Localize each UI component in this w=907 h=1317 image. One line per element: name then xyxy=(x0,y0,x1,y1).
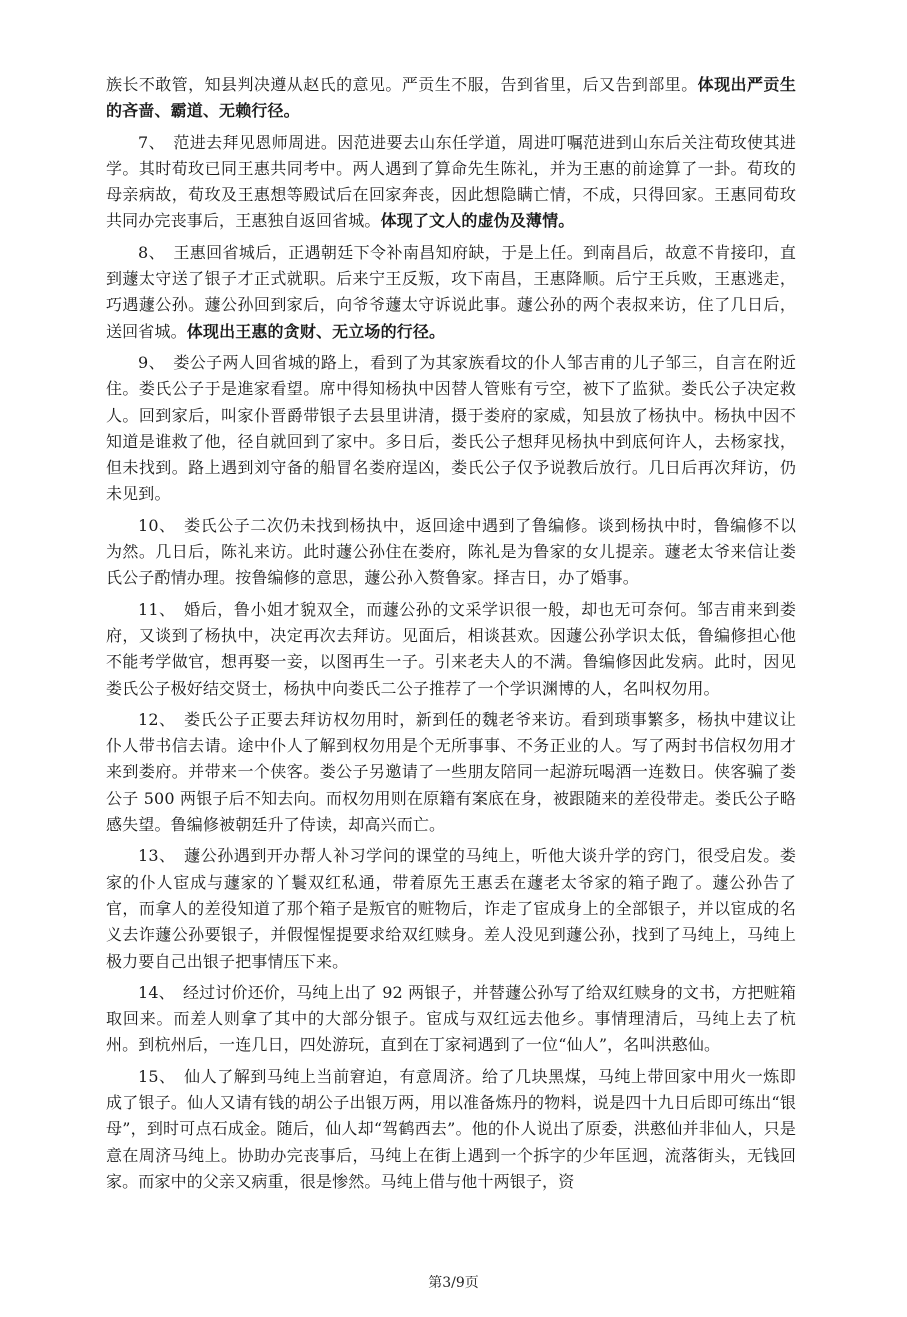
paragraph-text: 8、 王惠回省城后，正遇朝廷下令补南昌知府缺，于是上任。到南昌后，故意不肯接印，直到蘧太守送了银子才正式就职。后来宁王反叛，攻下南昌，王惠降顺。后宁王兵败，王惠逃走，巧遇蘧公孙。蘧公孙回到家后，向爷爷蘧太守诉说此事。蘧公孙的两个表叔来访，住了几日后，送回省城。 xyxy=(106,242,796,341)
paragraph-text: 9、 娄公子两人回省城的路上，看到了为其家族看坟的仆人邹吉甫的儿子邹三，自言在附近住。娄氏公子于是進家看望。席中得知杨执中因替人管账有亏空，被下了监狱。娄氏公子决定救人。回到家后，叫家仆晋爵带银子去县里讲清，摄于娄府的家威，知县放了杨执中。杨执中因不知道是谁救了他，径自就回到了家中。多日后，娄氏公子想拜见杨执中到底何许人，去杨家找，但未找到。路上遇到刘守备的船冒名娄府逞凶，娄氏公子仅予说教后放行。几日后再次拜访，仍未见到。 xyxy=(106,352,796,504)
paragraph-text: 12、 娄氏公子正要去拜访权勿用时，新到任的魏老爷来访。看到琐事繁多，杨执中建议让仆人带书信去请。途中仆人了解到权勿用是个无所事事、不务正业的人。写了两封书信权勿用才来到娄府。并带来一个侠客。娄公子另邀请了一些朋友陪同一起游玩喝酒一连数日。侠客骗了娄公子 500 两银子后不知去向。而权勿用则在原籍有案底在身，被跟随来的差役带走。娄氏公子略感失望。鲁编修被朝廷升了侍读，却高兴而亡。 xyxy=(106,709,796,835)
paragraph-emphasis: 体现出严贡生的吝啬、霸道、无赖行径。 xyxy=(106,75,796,121)
page-number: 第3/9页 xyxy=(428,1275,479,1291)
paragraph-10 xyxy=(106,513,796,592)
paragraph-text: 7、 范进去拜见恩师周进。因范进要去山东任学道，周进叮嘱范进到山东后关注荀玫使其进学。其时荀玫已同王惠共同考中。两人遇到了算命先生陈礼，并为王惠的前途算了一卦。荀玫的母亲病故，荀玫及王惠想等殿试后在回家奔丧，因此想隐瞒亡情，不成，只得回家。王惠同荀玫共同办完丧事后，王惠独自返回省城。 xyxy=(106,132,796,231)
paragraph-7 xyxy=(106,130,796,235)
paragraph-text: 11、 婚后，鲁小姐才貌双全，而蘧公孙的文采学识很一般，却也无可奈何。邹吉甫来到娄府，又谈到了杨执中，决定再次去拜访。见面后，相谈甚欢。因蘧公孙学识太低，鲁编修担心他不能考学做官，想再娶一妾，以图再生一子。引来老夫人的不满。鲁编修因此发病。此时，因见娄氏公子极好结交贤士，杨执中向娄氏二公子推荐了一个学识渊博的人，名叫权勿用。 xyxy=(106,599,796,698)
paragraph-emphasis: 体现出王惠的贪财、无立场的行径。 xyxy=(186,321,446,341)
paragraph-text: 15、 仙人了解到马纯上当前窘迫，有意周济。给了几块黑煤，马纯上带回家中用火一炼即成了银子。仙人又请有钱的胡公子出银万两，用以准备炼丹的物料，说是四十九日后即可练出“银母”，到时可点石成金。随后，仙人却“驾鹤西去”。他的仆人说出了原委，洪憨仙并非仙人，只是意在周济马纯上。协助办完丧事后，马纯上在街上遇到一个拆字的少年匡迥，流落街头，无钱回家。而家中的父亲又病重，很是惨然。马纯上借与他十两银子，资 xyxy=(106,1066,796,1191)
paragraph-11 xyxy=(106,597,796,702)
paragraph-text: 13、 蘧公孙遇到开办帮人补习学问的课堂的马纯上，听他大谈升学的窍门，很受启发。娄家的仆人宦成与蘧家的丫鬟双红私通，带着原先王惠丢在蘧老太爷家的箱子跑了。蘧公孙告了官，而拿人的差役知道了那个箱子是叛官的赃物后，诈走了宦成身上的全部银子，并以宦成的名义去诈蘧公孙要银子，并假惺惺提要求给双红赎身。差人没见到蘧公孙，找到了马纯上，马纯上极力要自己出银子把事情压下来。 xyxy=(106,846,796,971)
paragraph-14 xyxy=(106,980,796,1059)
paragraph-15 xyxy=(106,1064,796,1195)
paragraph-text: 族长不敢管，知县判决遵从赵氏的意见。严贡生不服，告到省里，后又告到部里。 xyxy=(106,75,698,94)
document-body xyxy=(106,72,796,1195)
paragraph-6-tail xyxy=(106,72,796,125)
paragraph-text: 10、 娄氏公子二次仍未找到杨执中，返回途中遇到了鲁编修。谈到杨执中时，鲁编修不以为然。几日后，陈礼来访。此时蘧公孙住在娄府，陈礼是为鲁家的女儿提亲。蘧老太爷来信让娄氏公子酌情办理。按鲁编修的意思，蘧公孙入赘鲁家。择吉日，办了婚事。 xyxy=(106,515,796,588)
paragraph-emphasis: 体现了文人的虚伪及薄情。 xyxy=(380,211,575,231)
paragraph-12 xyxy=(106,707,796,838)
paragraph-9 xyxy=(106,350,796,508)
paragraph-13 xyxy=(106,843,796,974)
paragraph-8 xyxy=(106,240,796,345)
paragraph-text: 14、 经过讨价还价，马纯上出了 92 两银子，并替蘧公孙写了给双红赎身的文书，方把赃箱取回来。而差人则拿了其中的大部分银子。宦成与双红远去他乡。事情理清后，马纯上去了杭州。到杭州后，一连几日，四处游玩，直到在丁家祠遇到了一位“仙人”，名叫洪憨仙。 xyxy=(106,982,796,1055)
